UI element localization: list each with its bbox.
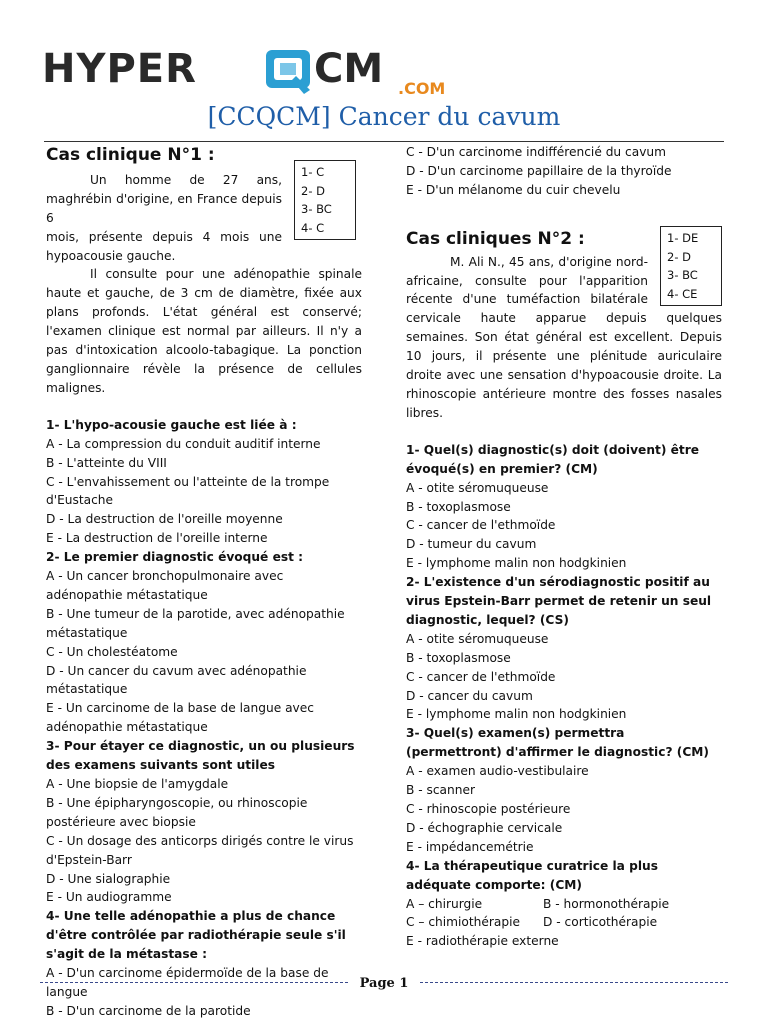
page-title: [CCQCM] Cancer du cavum [207, 102, 561, 131]
logo-hyper-text: HYPER [42, 46, 197, 92]
case1-intro-line: maghrébin d'origine, en France depuis 6 [46, 191, 282, 225]
case1-q2-option: E - Un carcinome de la base de langue avec adénopathie métastatique [46, 701, 314, 735]
case1-q4-option: C - D'un carcinome indifférencié du cavum [406, 145, 667, 159]
case2-q2-option: D - cancer du cavum [406, 688, 533, 703]
case1-question-3: 3- Pour étayer ce diagnostic, un ou plusieurs des examens suivants sont utiles [46, 739, 355, 773]
case2-q1-option: A - otite séromuqueuse [406, 480, 549, 495]
case2-q2-option: B - toxoplasmose [406, 650, 511, 665]
case1-q1-option: C - L'envahissement ou l'atteinte de la trompe d'Eustache [46, 474, 330, 508]
case1-q1-option: B - L'atteinte du VIII [46, 455, 167, 470]
case1-question-4: 4- Une telle adénopathie a plus de chance d'être contrôlée par radiothérapie seule s'il s'agit de la métastase : [46, 909, 346, 962]
case1-q4-option: E - D'un mélanome du cuir chevelu [406, 182, 621, 197]
case2-q1-option: E - lymphome malin non hodgkinien [406, 556, 627, 571]
case2-intro-line: récente d'une tuméfaction bilatérale [406, 292, 648, 307]
case2-q4-row [406, 913, 722, 932]
case2-q3-option: C - rhinoscopie postérieure [406, 802, 571, 816]
case2-q3-option: B - scanner [406, 783, 475, 798]
case2-q1-option: D - tumeur du cavum [406, 537, 537, 552]
case1-intro-line: mois, présente depuis 4 mois une [46, 229, 282, 244]
case2-heading: Cas cliniques N°2 : [406, 228, 585, 249]
case2-q3-option: A - examen audio-vestibulaire [406, 764, 589, 779]
case1-q2-option: D - Un cancer du cavum avec adénopathie métastatique [46, 663, 307, 697]
case1-intro-line: Un homme de 27 ans, [90, 172, 282, 187]
case1-answer-key [294, 160, 356, 240]
case1-heading: Cas clinique N°1 : [46, 145, 215, 165]
case2-q4-option: D - corticothérapie [543, 915, 658, 930]
case1-q3-option: B - Une épipharyngoscopie, ou rhinoscopie postérieure avec biopsie [46, 795, 308, 829]
case2-q4-option: B - hormonothérapie [543, 896, 670, 911]
case1-q4-option: A - D'un carcinome épidermoïde de la base de langue [46, 966, 329, 999]
case2-q2-option: A - otite séromuqueuse [406, 631, 549, 646]
answer-key-item: 1- C [301, 165, 325, 179]
page-number [0, 972, 768, 991]
answer-key-item: 2- D [301, 183, 325, 198]
case1-q2-option: A - Un cancer bronchopulmonaire avec adénopathie métastatique [46, 569, 284, 602]
case2-q3-option: E - impédancemétrie [406, 839, 534, 854]
logo-com-text: .COM [398, 79, 446, 98]
case2-intro [406, 253, 648, 310]
case1-q4-option: D - D'un carcinome papillaire de la thyroïde [406, 163, 672, 178]
page-number-label: Page 1 [348, 976, 421, 991]
case2-question-2: 2- L'existence d'un sérodiagnostic positif au virus Epstein-Barr permet de retenir un seul diagnostic, lequel? (CS) [406, 575, 712, 627]
answer-key-item: 1- DE [667, 231, 699, 245]
case2-intro-line: africaine, consulte pour l'apparition [406, 273, 648, 288]
case2-intro-line: M. Ali N., 45 ans, d'origine nord- [450, 254, 648, 269]
case1-question-1: 1- L'hypo-acousie gauche est liée à : [46, 417, 297, 432]
case1-paragraph: Il consulte pour une adénopathie spinale haute et gauche, de 3 cm de diamètre, fixée aux plans profonds. L'état général est conservé; l'examen clinique est normal par ailleurs. Il n'y a pas d'intoxication alcoolo-tabagique. La ponction ganglionnaire révèle la présence de cellules malignes. [46, 267, 362, 395]
answer-key-item: 4- C [301, 220, 325, 235]
case2-question-3: 3- Quel(s) examen(s) permettra (permettront) d'affirmer le diagnostic? (CM) [406, 726, 709, 760]
answer-key-item: 3- BC [301, 202, 332, 217]
case2-q1-option: B - toxoplasmose [406, 499, 511, 514]
case1-q4-option: B - D'un carcinome de la parotide [46, 1003, 251, 1018]
case2-q2-option: E - lymphome malin non hodgkinien [406, 707, 627, 722]
case2-answer-key [660, 226, 722, 306]
case2-q4-option: C – chimiothérapie [406, 915, 520, 930]
case2-paragraph: cervicale haute apparue depuis quelques semaines. Son état général est excellent. Depuis 10 jours, il présente une plénitude auriculaire droite avec une sensation d'hypoacousie droite. La rhinoscopie antérieure montre des fosses nasales libres. [406, 311, 722, 420]
case1-q3-option: C - Un dosage des anticorps dirigés contre le virus d'Epstein-Barr [46, 833, 354, 867]
case2-question-1: 1- Quel(s) diagnostic(s) doit (doivent) être évoqué(s) en premier? (CM) [406, 442, 699, 476]
title-divider [44, 141, 724, 142]
logo-q-icon [266, 50, 310, 94]
case1-q1-option: D - La destruction de l'oreille moyenne [46, 512, 283, 527]
case1-intro [46, 171, 282, 266]
case1-q1-option: E - La destruction de l'oreille interne [46, 531, 268, 546]
case2-q4-option: E - radiothérapie externe [406, 934, 559, 949]
case1-q3-option: A - Une biopsie de l'amygdale [46, 777, 229, 791]
left-column [46, 146, 362, 1021]
case2-q1-option: C - cancer de l'ethmoïde [406, 518, 556, 533]
answer-key-item: 2- D [667, 249, 691, 264]
answer-key-item: 3- BC [667, 268, 698, 283]
case1-intro-line: hypoacousie gauche. [46, 248, 176, 263]
case1-q2-option: B - Une tumeur de la parotide, avec adénopathie métastatique [46, 606, 345, 640]
case2-question-4: 4- La thérapeutique curatrice la plus adéquate comporte: (CM) [406, 858, 658, 892]
logo-cm-text: CM [314, 46, 384, 92]
case1-q3-option: D - Une sialographie [46, 871, 171, 886]
case2-q4-option: A – chirurgie [406, 896, 483, 911]
case1-q1-option: A - La compression du conduit auditif interne [46, 436, 321, 451]
case1-question-2: 2- Le premier diagnostic évoqué est : [46, 550, 304, 565]
case2-q2-option: C - cancer de l'ethmoïde [406, 669, 556, 684]
case1-q3-option: E - Un audiogramme [46, 890, 172, 905]
case2-q3-option: D - échographie cervicale [406, 820, 563, 835]
case1-q2-option: C - Un cholestéatome [46, 644, 178, 659]
answer-key-item: 4- CE [667, 286, 698, 301]
hyperqcm-logo [42, 44, 452, 100]
case2-q4-row [406, 895, 722, 914]
